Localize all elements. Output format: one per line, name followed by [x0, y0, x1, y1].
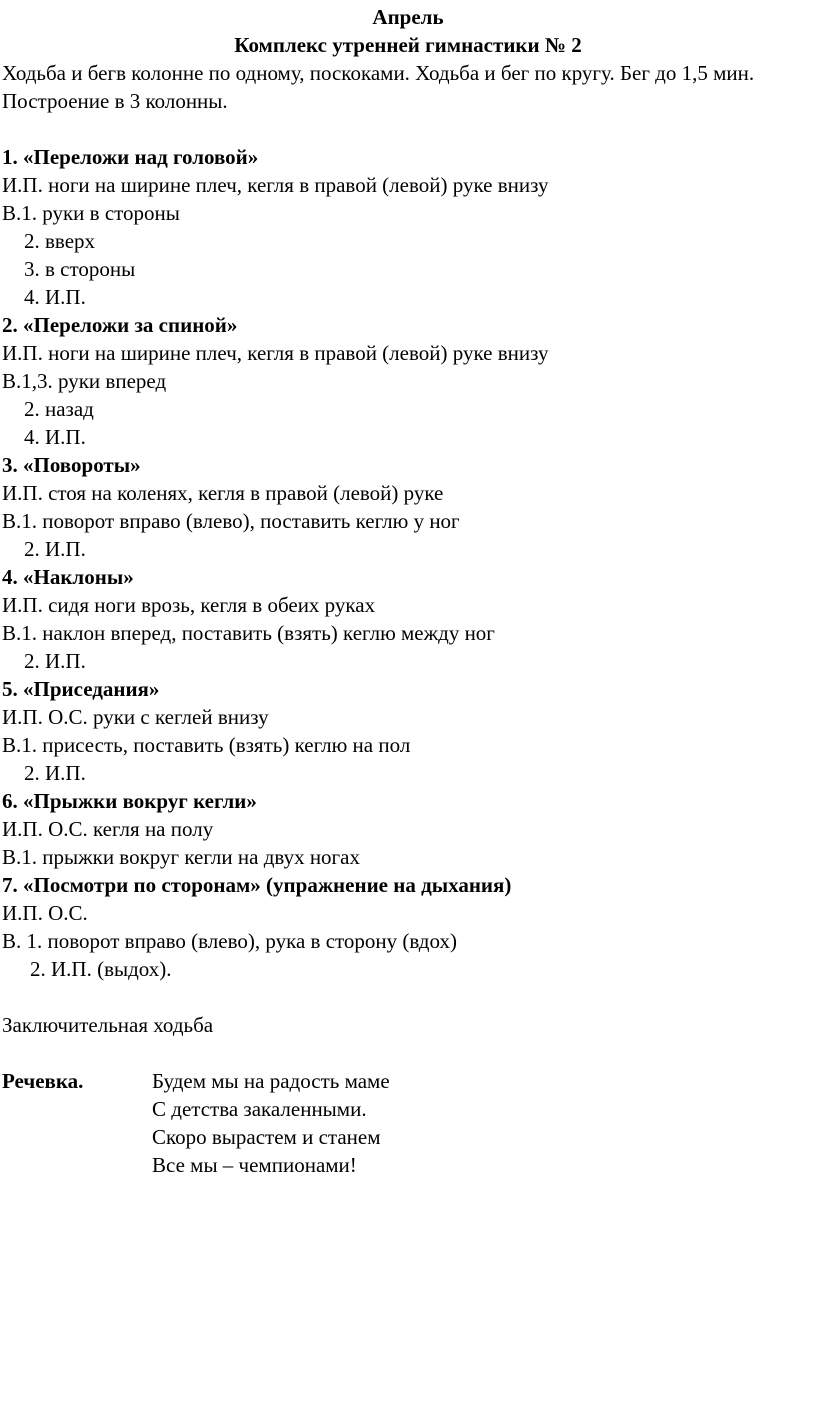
exercise-block: [0, 311, 816, 451]
exercise-instruction: 3. в стороны: [24, 257, 136, 281]
month-heading: Апрель: [372, 5, 444, 29]
spacer: [0, 115, 816, 143]
chant-row: [0, 1123, 816, 1151]
exercise-instruction: 4. И.П.: [24, 285, 86, 309]
exercise-instruction: В.1,3. руки вперед: [2, 369, 167, 393]
exercise-instruction: И.П. О.С.: [2, 901, 88, 925]
chant-row: [0, 1095, 816, 1123]
exercise-block: [0, 787, 816, 871]
exercise-instruction: И.П. ноги на ширине плеч, кегля в правой (левой) руке внизу: [2, 173, 549, 197]
exercise-block: [0, 563, 816, 675]
exercise-instruction: И.П. О.С. руки с кеглей внизу: [2, 705, 269, 729]
chant-line: Все мы – чемпионами!: [152, 1153, 357, 1177]
exercise-block: [0, 143, 816, 311]
exercise-instruction: И.П. ноги на ширине плеч, кегля в правой (левой) руке внизу: [2, 341, 549, 365]
spacer: [0, 1039, 816, 1067]
exercise-list: [0, 143, 816, 983]
exercise-instruction: В. 1. поворот вправо (влево), рука в сторону (вдох): [2, 929, 457, 953]
chant-line: Скоро вырастем и станем: [152, 1125, 381, 1149]
chant-block: [0, 1067, 816, 1179]
exercise-instruction: В.1. прыжки вокруг кегли на двух ногах: [2, 845, 360, 869]
exercise-instruction: 2. И.П.: [24, 537, 86, 561]
chant-row: [0, 1151, 816, 1179]
exercise-title: 2. «Переложи за спиной»: [2, 313, 238, 337]
exercise-instruction: И.П. сидя ноги врозь, кегля в обеих руках: [2, 593, 376, 617]
exercise-instruction: 2. И.П.: [24, 649, 86, 673]
exercise-instruction: В.1. поворот вправо (влево), поставить кеглю у ног: [2, 509, 460, 533]
intro-paragraph: Ходьба и бегв колонне по одному, поскоками. Ходьба и бег по кругу. Бег до 1,5 мин. Построение в 3 колонны.: [2, 61, 755, 113]
exercise-instruction: В.1. присесть, поставить (взять) кеглю на пол: [2, 733, 411, 757]
exercise-instruction: В.1. руки в стороны: [2, 201, 180, 225]
chant-line: Будем мы на радость маме: [152, 1069, 390, 1093]
closing-walk: Заключительная ходьба: [2, 1013, 214, 1037]
exercise-title: 6. «Прыжки вокруг кегли»: [2, 789, 257, 813]
exercise-title: 3. «Повороты»: [2, 453, 141, 477]
exercise-instruction: 2. И.П.: [24, 761, 86, 785]
exercise-instruction: И.П. О.С. кегля на полу: [2, 817, 214, 841]
exercise-block: [0, 451, 816, 563]
exercise-instruction: И.П. стоя на коленях, кегля в правой (левой) руке: [2, 481, 444, 505]
document-title: Комплекс утренней гимнастики № 2: [234, 33, 582, 57]
chant-row: [0, 1067, 816, 1095]
exercise-title: 7. «Посмотри по сторонам» (упражнение на дыхания): [2, 873, 512, 897]
exercise-instruction: 2. вверх: [24, 229, 96, 253]
exercise-title: 4. «Наклоны»: [2, 565, 134, 589]
exercise-instruction: 2. И.П. (выдох).: [30, 957, 172, 981]
chant-line: С детства закаленными.: [152, 1097, 367, 1121]
exercise-title: 5. «Приседания»: [2, 677, 160, 701]
exercise-instruction: 4. И.П.: [24, 425, 86, 449]
exercise-instruction: В.1. наклон вперед, поставить (взять) кеглю между ног: [2, 621, 495, 645]
exercise-title: 1. «Переложи над головой»: [2, 145, 259, 169]
spacer: [0, 983, 816, 1011]
chant-label: Речевка.: [2, 1069, 84, 1093]
document-page: [0, 3, 816, 1179]
exercise-block: [0, 675, 816, 787]
exercise-instruction: 2. назад: [24, 397, 94, 421]
exercise-block: [0, 871, 816, 983]
